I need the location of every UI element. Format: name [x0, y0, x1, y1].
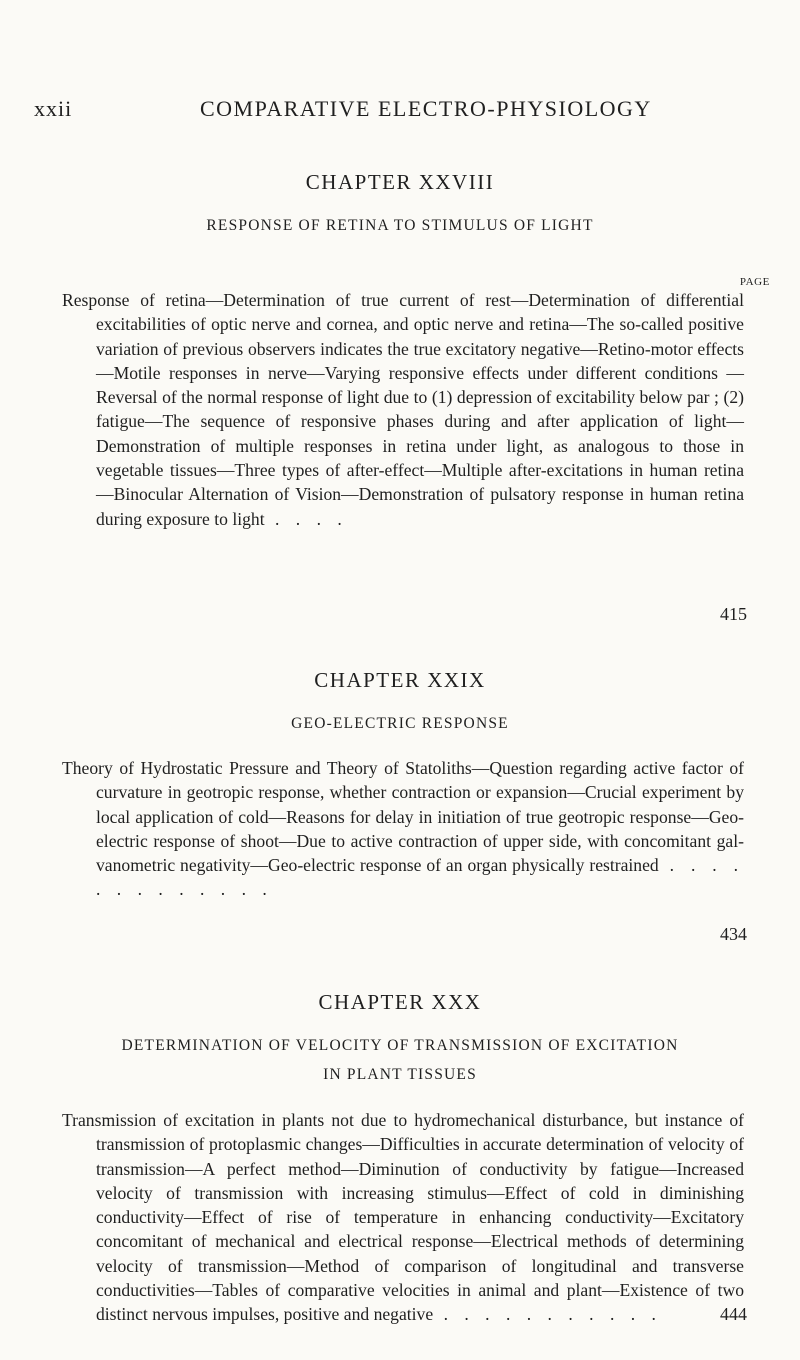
chapter-xxix	[0, 668, 800, 738]
chapter-summary	[62, 756, 744, 902]
chapter-summary	[62, 1108, 744, 1327]
summary-text: Transmission of excitation in plants not due to hydromechanical disturbance, but instance of transmission of protoplasmic changes—Difficulties in accurate determination of velocity of transmission—A perfect method—Diminution of conductivity by fatigue—Increased velocity of transmission with increasing stimulus—Effect of cold in diminishing conductivity—Effect of rise of temperature in enhancing conductivity—Excitatory concomitant of mechanical and electrical response—Electrical methods of determining velocity of transmission—Method of comparison of longitudinal and transverse conductivities—Tables of comparative velocities in animal and plant—Existence of two distinct nervous impulses, positive and negative	[62, 1110, 744, 1325]
summary-text: Theory of Hydrostatic Pressure and Theory of Statoliths—Question regarding active factor of curvature in geotropic response, whether contraction or expansion—Crucial experiment by local application of cold—Reasons for delay in initiation of true geotropic response—Geo-electric response of shoot—Due to active contraction of upper side, with concomitant galvanometric negativity—Geo-electric response of an organ physically restrained	[62, 758, 744, 876]
chapter-title: CHAPTER XXVIII	[305, 170, 495, 194]
dot-leader: . . . . . . . . . . .	[433, 1304, 662, 1325]
chapter-subtitle: RESPONSE OF RETINA TO STIMULUS OF LIGHT	[206, 217, 594, 234]
page-folio: xxii	[34, 96, 73, 121]
chapter-title: CHAPTER XXIX	[314, 668, 486, 692]
chapter-summary	[62, 288, 744, 531]
page-number: 415	[720, 604, 747, 624]
running-head	[34, 96, 760, 126]
dot-leader: . . . .	[264, 508, 348, 529]
chapter-subtitle: DETERMINATION OF VELOCITY OF TRANSMISSION OF EXCITATION IN PLANT TISSUES	[121, 1037, 679, 1083]
chapter-xxviii	[0, 170, 800, 240]
chapter-subtitle: GEO-ELECTRIC RESPONSE	[291, 715, 509, 732]
chapter-xxx	[0, 990, 800, 1089]
page-column-label: PAGE	[739, 276, 770, 288]
running-title: COMPARATIVE ELECTRO-PHYSIOLOGY	[200, 96, 652, 121]
chapter-title: CHAPTER XXX	[318, 990, 482, 1014]
dot-leader: . . . . . . . . . . . . .	[96, 855, 744, 900]
summary-text: Response of retina—Determination of true current of rest—Determination of differential excitabilities of optic nerve and cornea, and optic nerve and retina—The so-called positive variation of previous observers indicates the true excitatory negative—Retino-motor effects—Motile responses in nerve—Varying responsive effects under different conditions —Reversal of the normal response of light due to (1) depression of excitability below par ; (2) fatigue—The sequence of responsive phases during and after application of light—Demonstration of multiple responses in retina under light, as analogous to those in vegetable tissues—Three types of after-effect—Multiple after-excitations in human retina—Binocular Alternation of Vision—Demonstration of pulsatory response in human retina during exposure to light	[62, 290, 744, 529]
page-number: 434	[720, 924, 747, 944]
page-number: 444	[720, 1304, 747, 1324]
